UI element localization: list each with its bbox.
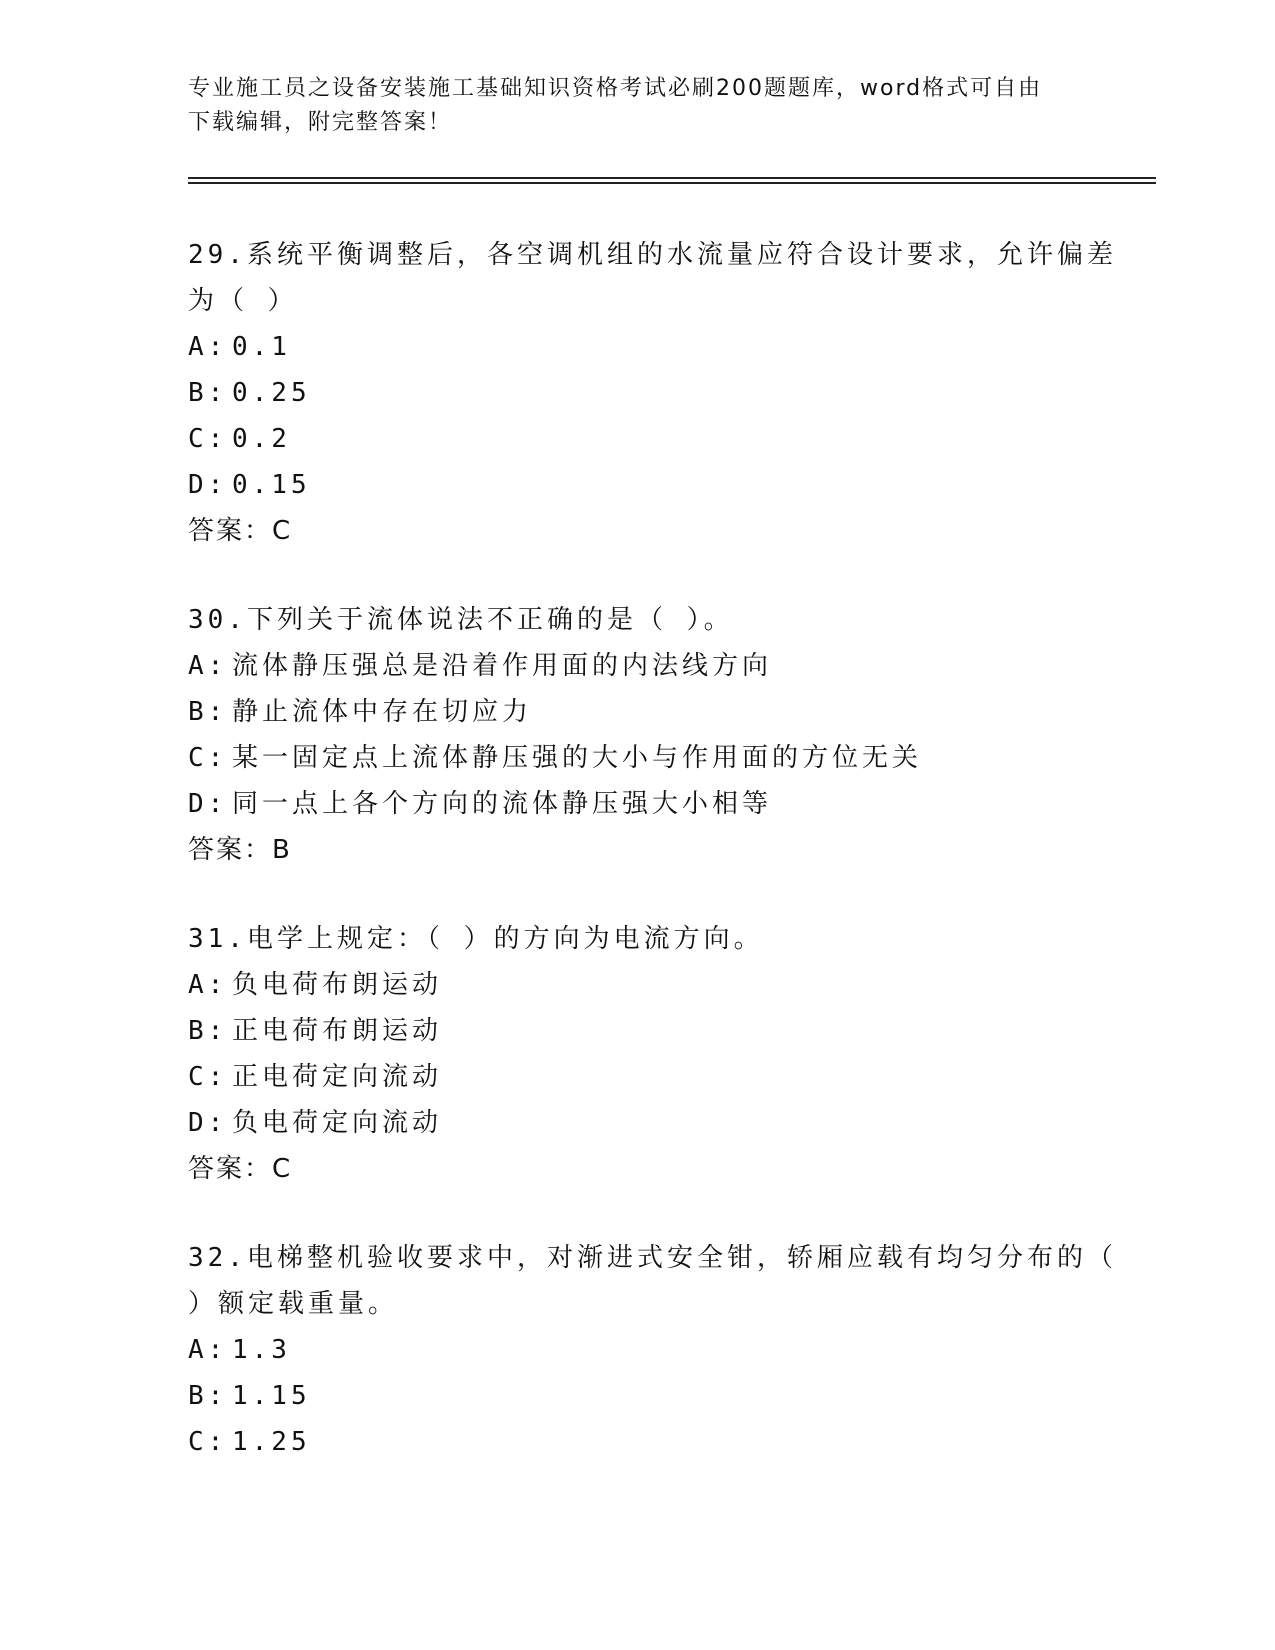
option-b xyxy=(188,1373,1088,1419)
document-header xyxy=(188,72,1088,140)
question-list xyxy=(188,232,1117,1508)
option-text: 1.25 xyxy=(232,1427,311,1457)
question-32 xyxy=(188,1235,1117,1465)
option-key: C: xyxy=(188,424,228,454)
option-key: A: xyxy=(188,970,228,1000)
option-text: 0.25 xyxy=(232,378,311,408)
option-text: 0.1 xyxy=(232,332,291,362)
option-c xyxy=(188,1419,1088,1465)
header-line: 专业施工员之设备安装施工基础知识资格考试必刷200题题库，word格式可自由 xyxy=(188,76,1043,101)
question-stem-line: 32.电梯整机验收要求中，对渐进式安全钳，轿厢应载有均匀分布的（ xyxy=(188,1243,1117,1273)
question-stem-line: 29.系统平衡调整后，各空调机组的水流量应符合设计要求，允许偏差 xyxy=(188,240,1117,270)
option-key: A: xyxy=(188,1335,228,1365)
option-key: B: xyxy=(188,1381,228,1411)
option-key: C: xyxy=(188,1062,228,1092)
question-31 xyxy=(188,916,1088,1192)
answer-line: 答案：C xyxy=(188,1154,293,1184)
option-c xyxy=(188,1054,1088,1100)
option-key: C: xyxy=(188,1427,228,1457)
option-a xyxy=(188,324,1088,370)
option-key: B: xyxy=(188,378,228,408)
option-text: 流体静压强总是沿着作用面的内法线方向 xyxy=(232,651,773,681)
header-divider-top xyxy=(188,177,1156,179)
option-b xyxy=(188,370,1088,416)
option-text: 某一固定点上流体静压强的大小与作用面的方位无关 xyxy=(232,743,923,773)
option-key: A: xyxy=(188,332,228,362)
answer-line: 答案：B xyxy=(188,835,292,865)
option-text: 同一点上各个方向的流体静压强大小相等 xyxy=(232,789,773,819)
option-key: D: xyxy=(188,789,228,819)
option-key: D: xyxy=(188,1108,228,1138)
option-text: 1.15 xyxy=(232,1381,311,1411)
option-text: 正电荷定向流动 xyxy=(232,1062,443,1092)
option-a xyxy=(188,962,1088,1008)
option-text: 0.15 xyxy=(232,470,311,500)
header-divider-bottom xyxy=(188,182,1156,184)
option-text: 1.3 xyxy=(232,1335,291,1365)
header-line: 下载编辑，附完整答案！ xyxy=(188,110,453,135)
option-a xyxy=(188,1327,1088,1373)
option-d xyxy=(188,781,1088,827)
question-30 xyxy=(188,597,1088,873)
option-key: C: xyxy=(188,743,228,773)
question-stem-line: ）额定载重量。 xyxy=(188,1289,399,1319)
option-b xyxy=(188,1008,1088,1054)
option-b xyxy=(188,689,1088,735)
option-text: 负电荷定向流动 xyxy=(232,1108,443,1138)
question-29 xyxy=(188,232,1117,554)
option-key: B: xyxy=(188,697,228,727)
answer-line: 答案：C xyxy=(188,516,293,546)
option-d xyxy=(188,1100,1088,1146)
option-key: B: xyxy=(188,1016,228,1046)
option-text: 正电荷布朗运动 xyxy=(232,1016,443,1046)
question-stem-line: 为（ ） xyxy=(188,286,298,316)
option-c xyxy=(188,416,1088,462)
option-text: 静止流体中存在切应力 xyxy=(232,697,533,727)
option-d xyxy=(188,462,1088,508)
option-text: 0.2 xyxy=(232,424,291,454)
option-c xyxy=(188,735,1088,781)
option-text: 负电荷布朗运动 xyxy=(232,970,443,1000)
question-stem-line: 31.电学上规定：（ ）的方向为电流方向。 xyxy=(188,924,764,954)
option-key: A: xyxy=(188,651,228,681)
option-a xyxy=(188,643,1088,689)
question-stem-line: 30.下列关于流体说法不正确的是（ ）。 xyxy=(188,605,734,635)
option-key: D: xyxy=(188,470,228,500)
